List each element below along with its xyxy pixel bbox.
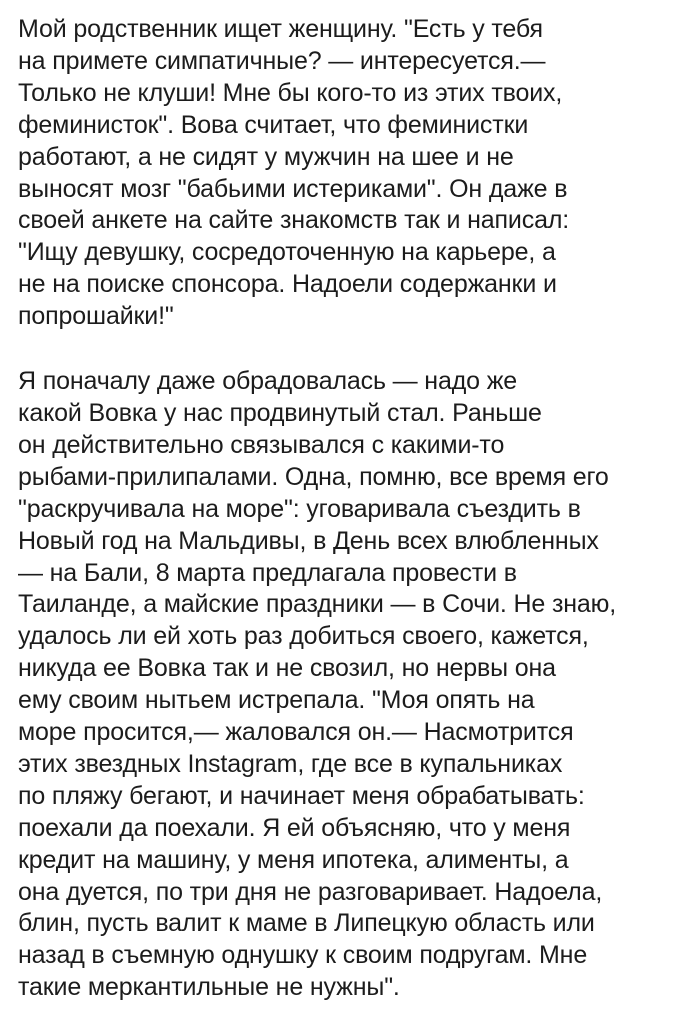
text-line: своей анкете на сайте знакомств так и написал: xyxy=(18,206,570,235)
text-line: не на поиске спонсора. Надоели содержанки и xyxy=(18,270,557,299)
text-line: блин, пусть валит к маме в Липецкую область или xyxy=(18,909,595,938)
text-line: ему своим нытьем истрепала. "Моя опять на xyxy=(18,686,535,715)
text-line: он действительно связывался с какими-то xyxy=(18,430,505,459)
text-line: Таиланде, а майские праздники — в Сочи. Не знаю, xyxy=(18,590,617,619)
text-line: по пляжу бегают, и начинает меня обрабатывать: xyxy=(18,781,585,810)
text-line: море просится,— жаловался он.— Насмотрится xyxy=(18,718,574,747)
paragraph-2 xyxy=(18,366,688,1004)
text-line: никуда ее Вовка так и не свозил, но нервы она xyxy=(18,654,556,683)
paragraph-gap xyxy=(18,333,688,366)
text-line: выносят мозг "бабьими истериками". Он даже в xyxy=(18,174,568,203)
article-text xyxy=(18,14,688,1004)
text-line: поехали да поехали. Я ей объясняю, что у меня xyxy=(18,813,571,842)
text-line: Только не клуши! Мне бы кого-то из этих твоих, xyxy=(18,78,563,107)
text-line: этих звездных Instagram, где все в купальниках xyxy=(18,749,563,778)
paragraph-1 xyxy=(18,14,688,333)
text-line: "Ищу девушку, сосредоточенную на карьере, а xyxy=(18,238,556,267)
text-line: попрошайки!" xyxy=(18,302,174,331)
text-line: какой Вовка у нас продвинутый стал. Раньше xyxy=(18,398,542,427)
text-line: — на Бали, 8 марта предлагала провести в xyxy=(18,558,517,587)
text-line: такие меркантильные не нужны". xyxy=(18,973,400,1002)
text-line: удалось ли ей хоть раз добиться своего, кажется, xyxy=(18,622,589,651)
text-line: Я поначалу даже обрадовалась — надо же xyxy=(18,367,518,396)
text-line: на примете симпатичные? — интересуется.— xyxy=(18,46,546,75)
text-line: Новый год на Мальдивы, в День всех влюбленных xyxy=(18,526,599,555)
text-line: работают, а не сидят у мужчин на шее и не xyxy=(18,142,514,171)
text-line: рыбами-прилипалами. Одна, помню, все время его xyxy=(18,462,609,491)
text-line: она дуется, по три дня не разговаривает. Надоела, xyxy=(18,877,603,906)
text-line: назад в съемную однушку к своим подругам. Мне xyxy=(18,941,588,970)
text-line: феминисток". Вова считает, что феминистки xyxy=(18,110,529,139)
text-line: "раскручивала на море": уговаривала съездить в xyxy=(18,494,581,523)
text-line: Мой родственник ищет женщину. "Есть у тебя xyxy=(18,15,543,43)
text-line: кредит на машину, у меня ипотека, алименты, а xyxy=(18,845,569,874)
